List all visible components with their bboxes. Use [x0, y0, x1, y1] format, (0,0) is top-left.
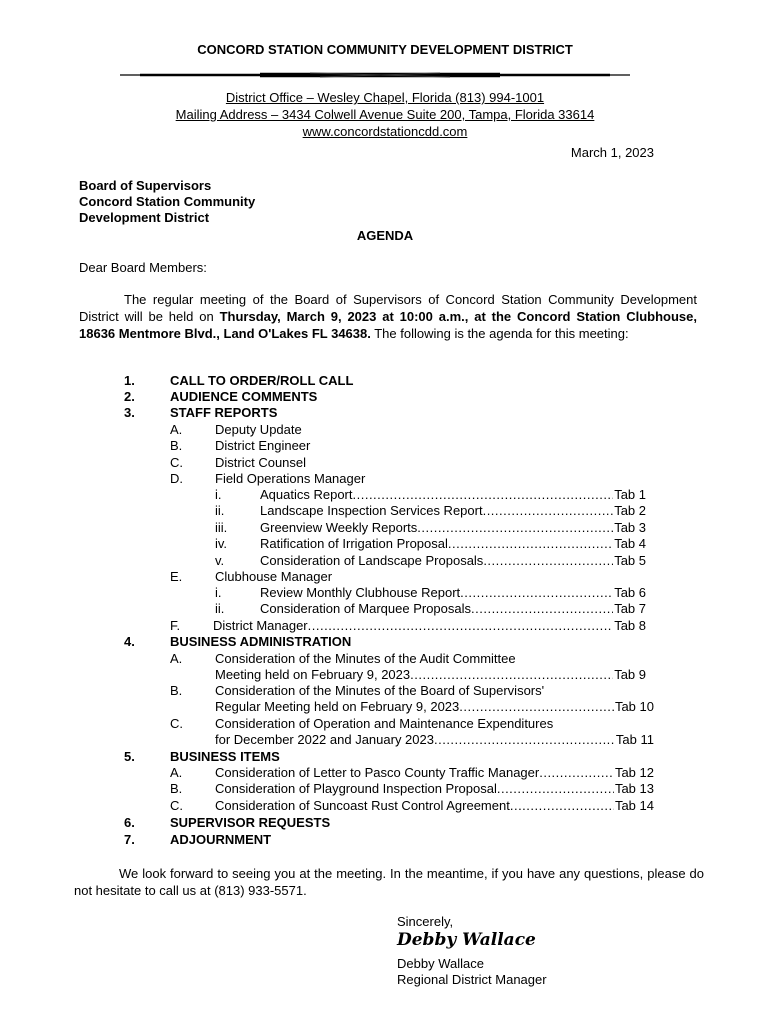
- subitem-board-minutes: Consideration of the Minutes of the Board of Supervisors': [215, 683, 545, 698]
- tab-label: Tab 10: [614, 699, 654, 714]
- item-text: for December 2022 and January 2023: [215, 732, 434, 747]
- item-text: Aquatics Report: [260, 487, 353, 502]
- agenda-item-audience-comments: AUDIENCE COMMENTS: [170, 389, 318, 404]
- tab-label: Tab 8: [614, 618, 646, 633]
- subitem-rust-control: [215, 798, 654, 814]
- item-text: Consideration of Letter to Pasco County Traffic Manager: [215, 765, 540, 780]
- agenda-item-staff-reports: STAFF REPORTS: [170, 405, 278, 420]
- tab-label: Tab 3: [614, 520, 646, 535]
- intro-paragraph: [79, 291, 697, 342]
- website-link[interactable]: www.concordstationcdd.com: [302, 124, 468, 139]
- meeting-details: Thursday, March 9, 2023 at 10:00 a.m., at the Concord Station Clubhouse, 18636 Mentmore Blvd., Land O'Lakes FL 34638.: [79, 309, 698, 341]
- subitem-marquee-proposals: [260, 601, 646, 617]
- item-text: Landscape Inspection Services Report: [260, 503, 483, 518]
- signer-title: Regional District Manager: [397, 972, 547, 987]
- roman-numeral: ii.: [215, 503, 225, 518]
- letter-date: March 1, 2023: [570, 145, 654, 160]
- subitem-board-minutes-line2: [215, 699, 654, 715]
- dot-leader: [483, 503, 614, 519]
- item-text: Consideration of Landscape Proposals: [260, 553, 484, 568]
- dot-leader: [497, 781, 614, 797]
- subitem-field-operations: Field Operations Manager: [215, 471, 366, 486]
- agenda-item-adjournment: ADJOURNMENT: [170, 832, 272, 847]
- tab-label: Tab 4: [614, 536, 646, 551]
- addressee-line-2: Concord Station Community: [79, 194, 256, 209]
- dot-leader: [471, 601, 613, 617]
- dot-leader: [483, 553, 613, 569]
- tab-label: Tab 9: [614, 667, 646, 682]
- item-text: Consideration of Suncoast Rust Control Agreement: [215, 798, 510, 813]
- item-number: 3.: [124, 405, 135, 420]
- subitem-district-counsel: District Counsel: [215, 455, 307, 470]
- dot-leader: [308, 618, 614, 634]
- item-number: 1.: [124, 373, 135, 388]
- subitem-audit-minutes: Consideration of the Minutes of the Audit Committee: [215, 651, 516, 666]
- item-text: Meeting held on February 9, 2023: [215, 667, 411, 682]
- sub-letter: C.: [170, 455, 183, 470]
- tab-label: Tab 14: [614, 798, 654, 813]
- signoff: Sincerely,: [397, 914, 454, 929]
- subitem-traffic-letter: [215, 765, 654, 781]
- intro-text-2: The following is the agenda for this meeting:: [370, 326, 629, 341]
- sub-letter: B.: [170, 683, 183, 698]
- item-text: Greenview Weekly Reports: [260, 520, 418, 535]
- roman-numeral: i.: [215, 585, 222, 600]
- tab-label: Tab 2: [614, 503, 646, 518]
- item-number: 7.: [124, 832, 135, 847]
- item-number: 2.: [124, 389, 135, 404]
- subitem-audit-minutes-line2: [215, 667, 646, 683]
- tab-label: Tab 5: [614, 553, 646, 568]
- tab-label: Tab 1: [614, 487, 646, 502]
- item-number: 6.: [124, 815, 135, 830]
- closing-paragraph: We look forward to seeing you at the meeting. In the meantime, if you have any questions, please do not hesitate to call us at (813) 933-5571.: [74, 866, 704, 898]
- addressee-line-3: Development District: [79, 210, 210, 225]
- item-number: 5.: [124, 749, 135, 764]
- header-divider: [120, 72, 630, 78]
- subitem-greenview-reports: [260, 520, 646, 536]
- subitem-landscape-proposals: [260, 553, 646, 569]
- sub-letter: C.: [170, 798, 183, 813]
- sub-letter: E.: [170, 569, 183, 584]
- item-text: Review Monthly Clubhouse Report: [260, 585, 461, 600]
- subitem-om-expenditures-line2: [215, 732, 654, 748]
- subitem-district-engineer: District Engineer: [215, 438, 311, 453]
- subitem-district-manager: [213, 618, 646, 634]
- item-text: Ratification of Irrigation Proposal: [260, 536, 448, 551]
- intro-text-1: The regular meeting of the Board of Supervisors of Concord Station Community Development District will be held on: [79, 292, 697, 324]
- subitem-clubhouse-manager: Clubhouse Manager: [215, 569, 333, 584]
- subitem-om-expenditures: Consideration of Operation and Maintenance Expenditures: [215, 716, 554, 731]
- dot-leader: [448, 536, 613, 552]
- office-line: District Office – Wesley Chapel, Florida (813) 994-1001: [225, 90, 545, 105]
- tab-label: Tab 6: [614, 585, 646, 600]
- sub-letter: B.: [170, 781, 183, 796]
- dot-leader: [460, 585, 613, 601]
- addressee-line-1: Board of Supervisors: [79, 178, 212, 193]
- subitem-aquatics-report: [260, 487, 646, 503]
- roman-numeral: iv.: [215, 536, 228, 551]
- subitem-deputy-update: Deputy Update: [215, 422, 302, 437]
- roman-numeral: i.: [215, 487, 222, 502]
- sub-letter: F.: [170, 618, 181, 633]
- sub-letter: C.: [170, 716, 183, 731]
- sub-letter: A.: [170, 765, 183, 780]
- dot-leader: [459, 699, 614, 715]
- agenda-item-supervisor-requests: SUPERVISOR REQUESTS: [170, 815, 331, 830]
- district-title: CONCORD STATION COMMUNITY DEVELOPMENT DISTRICT: [197, 42, 573, 57]
- subitem-playground-proposal: [215, 781, 654, 797]
- roman-numeral: ii.: [215, 601, 225, 616]
- item-text: District Manager: [213, 618, 308, 633]
- agenda-item-call-to-order: CALL TO ORDER/ROLL CALL: [170, 373, 354, 388]
- subitem-clubhouse-report: [260, 585, 646, 601]
- item-text: Regular Meeting held on February 9, 2023: [215, 699, 460, 714]
- dot-leader: [539, 765, 614, 781]
- sub-letter: D.: [170, 471, 183, 486]
- agenda-item-business-items: BUSINESS ITEMS: [170, 749, 280, 764]
- roman-numeral: v.: [215, 553, 225, 568]
- mailing-line: Mailing Address – 3434 Colwell Avenue Suite 200, Tampa, Florida 33614: [175, 107, 595, 122]
- tab-label: Tab 11: [615, 732, 654, 747]
- dot-leader: [353, 487, 614, 503]
- roman-numeral: iii.: [215, 520, 228, 535]
- dot-leader: [510, 798, 614, 814]
- sub-letter: A.: [170, 651, 183, 666]
- tab-label: Tab 13: [614, 781, 654, 796]
- salutation: Dear Board Members:: [79, 260, 207, 275]
- item-text: Consideration of Marquee Proposals: [260, 601, 472, 616]
- sub-letter: B.: [170, 438, 183, 453]
- tab-label: Tab 7: [614, 601, 646, 616]
- agenda-item-business-admin: BUSINESS ADMINISTRATION: [170, 634, 352, 649]
- item-text: Consideration of Playground Inspection Proposal: [215, 781, 497, 796]
- signature: Debby Wallace: [397, 930, 536, 950]
- tab-label: Tab 12: [614, 765, 654, 780]
- subitem-irrigation-proposal: [260, 536, 646, 552]
- item-number: 4.: [124, 634, 135, 649]
- dot-leader: [417, 520, 613, 536]
- subitem-landscape-inspection: [260, 503, 646, 519]
- dot-leader: [434, 732, 615, 748]
- sub-letter: A.: [170, 422, 183, 437]
- agenda-heading: AGENDA: [356, 228, 414, 243]
- dot-leader: [410, 667, 613, 683]
- signer-name: Debby Wallace: [397, 956, 484, 971]
